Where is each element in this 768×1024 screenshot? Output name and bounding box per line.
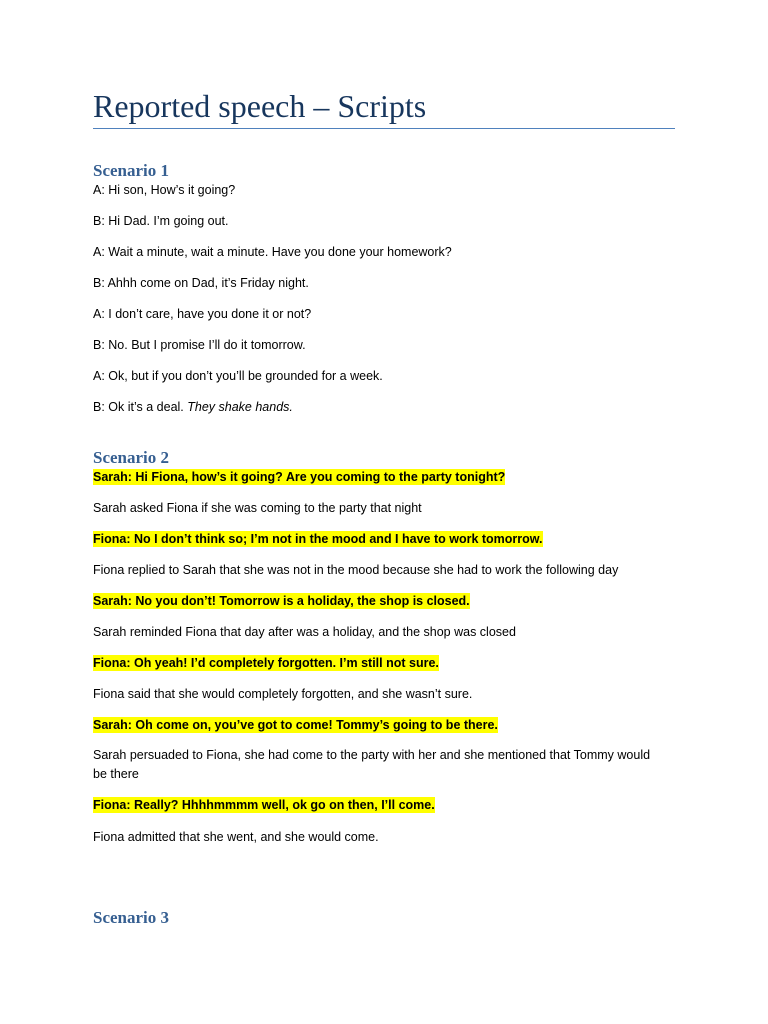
scenario-2-heading: Scenario 2 <box>93 448 170 467</box>
highlighted-text: Fiona: Oh yeah! I’d completely forgotten. I’m still not sure. <box>93 656 439 670</box>
highlighted-text: Sarah: No you don’t! Tomorrow is a holiday, the shop is closed. <box>93 594 470 608</box>
dialogue-line-highlighted <box>93 467 693 487</box>
title-divider <box>93 128 675 129</box>
reported-line: Fiona replied to Sarah that she was not in the mood because she had to work the following day <box>93 563 619 577</box>
stage-direction: They shake hands. <box>187 400 293 414</box>
page-title: Reported speech – Scripts <box>93 88 427 124</box>
scenario-3-heading: Scenario 3 <box>93 908 170 927</box>
dialogue-line: B: Hi Dad. I’m going out. <box>93 214 229 228</box>
highlighted-text: Fiona: No I don’t think so; I’m not in the mood and I have to work tomorrow. <box>93 532 543 546</box>
dialogue-line: A: Hi son, How’s it going? <box>93 183 236 197</box>
highlighted-text: Fiona: Really? Hhhhmmmm well, ok go on then, I’ll come. <box>93 798 435 812</box>
reported-line: Sarah asked Fiona if she was coming to the party that night <box>93 501 422 515</box>
dialogue-line: B: No. But I promise I’ll do it tomorrow. <box>93 338 306 352</box>
highlighted-text: Sarah: Hi Fiona, how’s it going? Are you coming to the party tonight? <box>93 470 506 484</box>
dialogue-line: A: I don’t care, have you done it or not? <box>93 307 312 321</box>
dialogue-line-highlighted <box>93 653 693 673</box>
dialogue-line-highlighted <box>93 529 693 549</box>
dialogue-line <box>93 397 693 417</box>
dialogue-text: B: Ok it’s a deal. <box>93 400 188 414</box>
dialogue-line: B: Ahhh come on Dad, it’s Friday night. <box>93 276 309 290</box>
dialogue-line-highlighted <box>93 715 693 735</box>
reported-line: Fiona said that she would completely forgotten, and she wasn’t sure. <box>93 687 473 701</box>
highlighted-text: Sarah: Oh come on, you’ve got to come! Tommy’s going to be there. <box>93 718 498 732</box>
scenario-1-heading: Scenario 1 <box>93 161 170 180</box>
dialogue-line: A: Wait a minute, wait a minute. Have you done your homework? <box>93 245 452 259</box>
dialogue-line-highlighted <box>93 795 693 815</box>
dialogue-line: A: Ok, but if you don’t you’ll be grounded for a week. <box>93 369 383 383</box>
reported-line: Sarah persuaded to Fiona, she had come to the party with her and she mentioned that Tommy would be there <box>93 748 651 781</box>
reported-line: Fiona admitted that she went, and she would come. <box>93 830 379 844</box>
dialogue-line-highlighted <box>93 591 693 611</box>
reported-line: Sarah reminded Fiona that day after was a holiday, and the shop was closed <box>93 625 516 639</box>
